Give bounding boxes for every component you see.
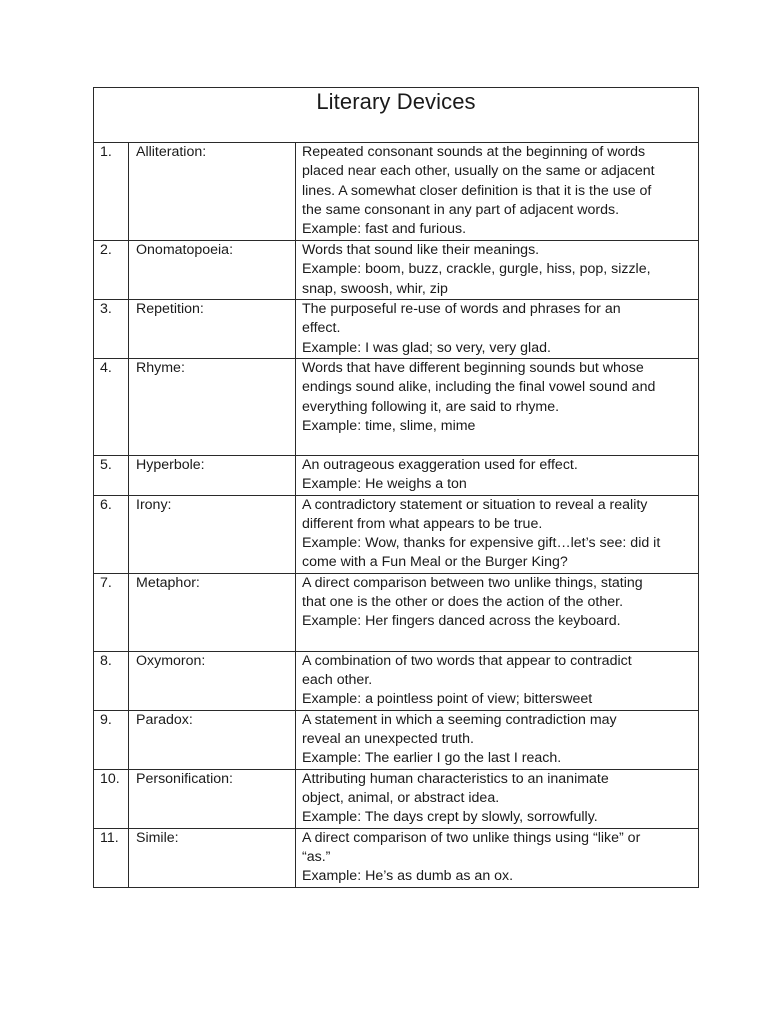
table-row	[94, 710, 699, 769]
definition-line: lines. A somewhat closer definition is that it is the use of	[302, 182, 652, 199]
row-number: 5.	[94, 456, 129, 496]
device-definition	[296, 143, 699, 241]
definition-line: Example: He’s as dumb as an ox.	[302, 868, 514, 885]
definition-line: Attributing human characteristics to an inanimate	[302, 770, 609, 787]
table-row	[94, 828, 699, 887]
definition-line: A direct comparison of two unlike things using “like” or	[302, 829, 641, 846]
definition-line: Example: time, slime, mime	[302, 417, 476, 434]
device-definition	[296, 573, 699, 651]
definition-line: come with a Fun Meal or the Burger King?	[302, 554, 568, 571]
table-body	[94, 88, 699, 888]
device-term: Repetition:	[129, 300, 296, 359]
definition-line: Example: a pointless point of view; bittersweet	[302, 691, 593, 708]
device-term: Onomatopoeia:	[129, 241, 296, 300]
title-cell	[94, 88, 699, 143]
definition-line: each other.	[302, 672, 373, 689]
definition-line: reveal an unexpected truth.	[302, 731, 474, 748]
definition-line: An outrageous exaggeration used for effect.	[302, 457, 578, 473]
definition-line: Example: The days crept by slowly, sorrowfully.	[302, 809, 598, 826]
definition-line: Example: fast and furious.	[302, 221, 467, 238]
document-title: Literary Devices	[316, 89, 476, 114]
definition-line: snap, swoosh, whir, zip	[302, 280, 448, 297]
definition-line: Example: I was glad; so very, very glad.	[302, 339, 551, 356]
table-row	[94, 769, 699, 828]
definition-line: Example: Wow, thanks for expensive gift…let’s see: did it	[302, 535, 661, 552]
row-number: 2.	[94, 241, 129, 300]
definition-line: Example: The earlier I go the last I reach.	[302, 750, 562, 767]
definition-line: A contradictory statement or situation to reveal a reality	[302, 496, 648, 513]
device-definition	[296, 828, 699, 887]
definition-line: Words that sound like their meanings.	[302, 242, 540, 258]
device-term: Paradox:	[129, 710, 296, 769]
device-term: Metaphor:	[129, 573, 296, 651]
device-term: Irony:	[129, 495, 296, 573]
table-row	[94, 573, 699, 651]
definition-line: A combination of two words that appear to contradict	[302, 652, 632, 669]
table-row	[94, 651, 699, 710]
definition-line: everything following it, are said to rhyme.	[302, 398, 560, 415]
device-term: Hyperbole:	[129, 456, 296, 496]
row-number: 7.	[94, 573, 129, 651]
definition-line: the same consonant in any part of adjacent words.	[302, 201, 620, 218]
definition-line: A statement in which a seeming contradiction may	[302, 711, 617, 728]
device-definition	[296, 710, 699, 769]
definition-line: object, animal, or abstract idea.	[302, 790, 500, 807]
row-number: 9.	[94, 710, 129, 769]
definition-line: Example: He weighs a ton	[302, 476, 467, 493]
definition-line: “as.”	[302, 849, 331, 866]
device-term: Simile:	[129, 828, 296, 887]
row-number: 10.	[94, 769, 129, 828]
table-row	[94, 241, 699, 300]
definition-line: Example: boom, buzz, crackle, gurgle, hiss, pop, sizzle,	[302, 261, 651, 278]
definition-line: placed near each other, usually on the same or adjacent	[302, 163, 655, 180]
table-row	[94, 143, 699, 241]
device-definition	[296, 241, 699, 300]
device-definition	[296, 651, 699, 710]
device-term: Alliteration:	[129, 143, 296, 241]
device-term: Personification:	[129, 769, 296, 828]
device-definition	[296, 495, 699, 573]
row-number: 11.	[94, 828, 129, 887]
device-definition	[296, 769, 699, 828]
row-number: 8.	[94, 651, 129, 710]
table-row	[94, 359, 699, 456]
device-definition	[296, 359, 699, 456]
definition-line: effect.	[302, 320, 341, 337]
table-row	[94, 495, 699, 573]
definition-line: Words that have different beginning sounds but whose	[302, 360, 644, 376]
device-term: Oxymoron:	[129, 651, 296, 710]
definition-line: The purposeful re-use of words and phrases for an	[302, 301, 621, 317]
definition-line: Example: Her fingers danced across the keyboard.	[302, 613, 621, 630]
device-definition	[296, 456, 699, 496]
title-row	[94, 88, 699, 143]
device-term: Rhyme:	[129, 359, 296, 456]
row-number: 4.	[94, 359, 129, 456]
table-row	[94, 456, 699, 496]
definition-line: A direct comparison between two unlike things, stating	[302, 574, 643, 591]
row-number: 6.	[94, 495, 129, 573]
definition-line: endings sound alike, including the final vowel sound and	[302, 379, 656, 396]
definition-line: Repeated consonant sounds at the beginning of words	[302, 144, 646, 160]
row-number: 3.	[94, 300, 129, 359]
literary-devices-table	[93, 87, 699, 888]
device-definition	[296, 300, 699, 359]
definition-line: that one is the other or does the action of the other.	[302, 594, 624, 611]
row-number: 1.	[94, 143, 129, 241]
table-row	[94, 300, 699, 359]
definition-line: different from what appears to be true.	[302, 515, 543, 532]
